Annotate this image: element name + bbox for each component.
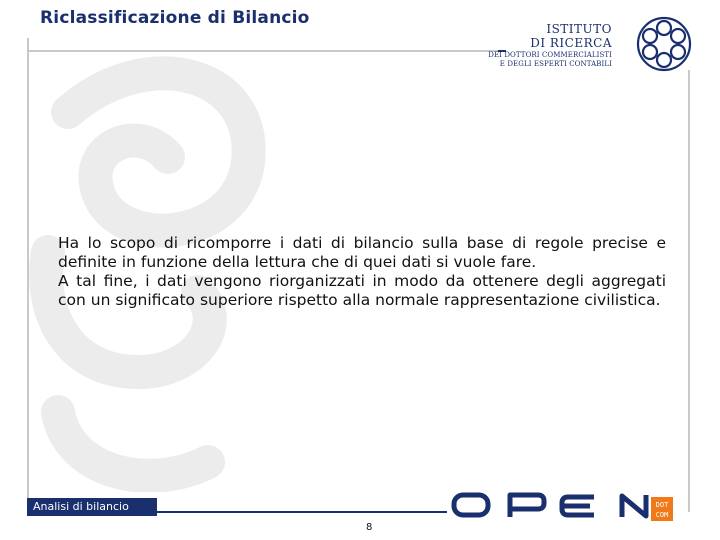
page-number: 8 <box>366 522 373 533</box>
brand-badge-line2: COM <box>655 511 669 519</box>
institute-logo <box>488 14 698 74</box>
body-paragraph: Ha lo scopo di ricomporre i dati di bilancio sulla base di regole precise e definite in funzione della lettura che di quei dati si vuole fare. <box>58 234 666 271</box>
page-title: Riclassificazione di Bilancio <box>40 8 310 28</box>
frame-top-border <box>27 50 499 52</box>
body-paragraph: A tal fine, i dati vengono riorganizzati in modo da ottenere degli aggregati con un significato superiore rispetto alla normale rappresentazione civilistica. <box>58 272 666 309</box>
institute-name-line4: E DEGLI ESPERTI CONTABILI <box>499 60 612 68</box>
interlocked-circles-emblem-icon <box>634 14 694 74</box>
institute-name-line3: DEI DOTTORI COMMERCIALISTI <box>488 51 612 59</box>
frame-right-border <box>688 70 690 512</box>
institute-name-line1: ISTITUTO <box>546 22 612 36</box>
open-brand-logo <box>446 488 678 524</box>
brand-badge-line1: DOT <box>655 501 669 509</box>
institute-name-line2: DI RICERCA <box>530 36 612 50</box>
slide-body <box>58 234 666 310</box>
frame-left-border <box>27 38 29 512</box>
footer-section-label: Analisi di bilancio <box>27 498 157 516</box>
